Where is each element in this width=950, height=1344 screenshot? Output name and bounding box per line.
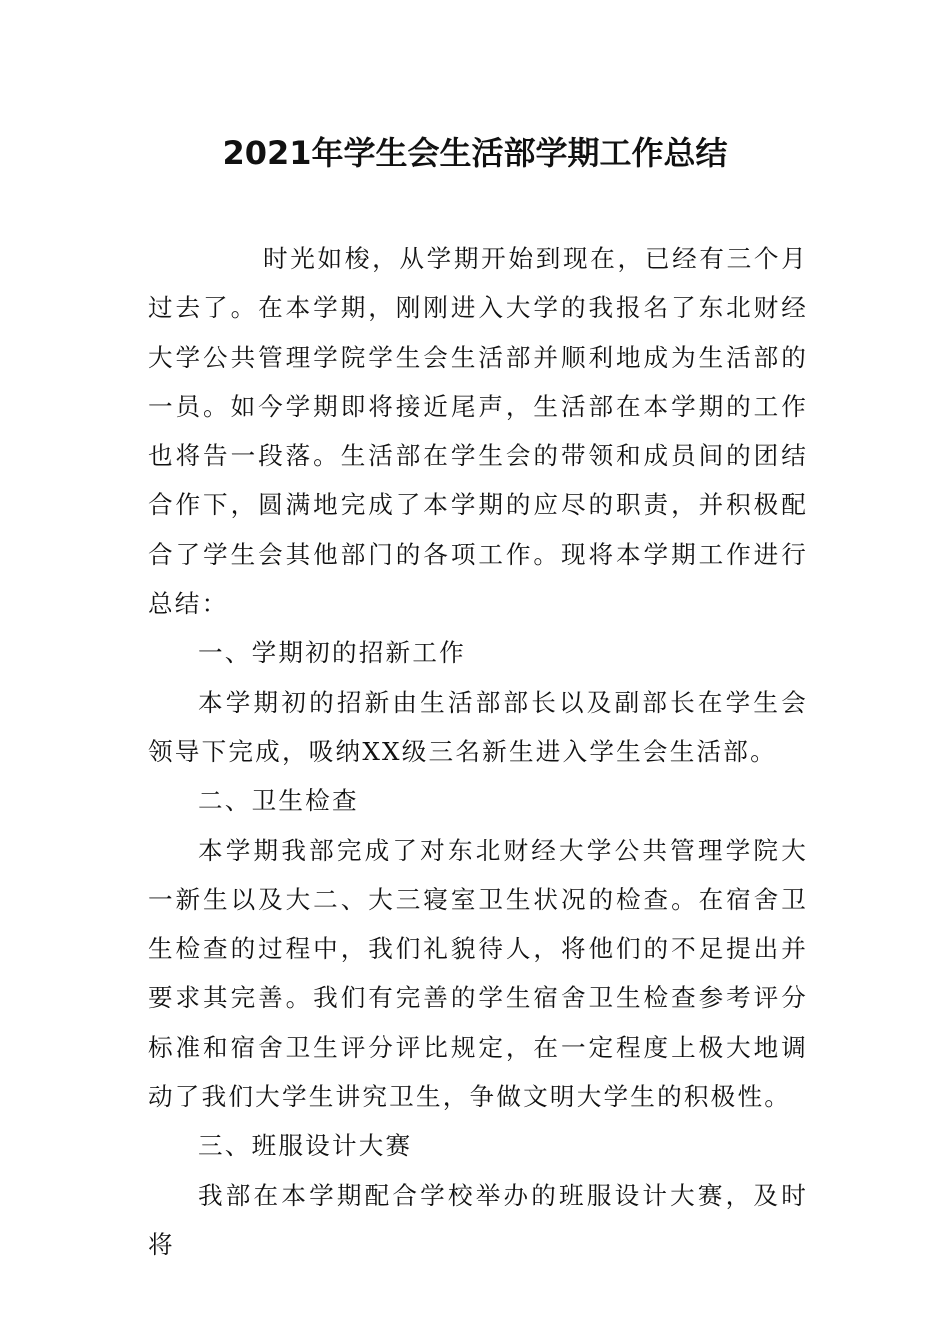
section-heading-hygiene: 二、卫生检查 <box>198 786 359 816</box>
recruitment-paragraph: 本学期初的招新由生活部部长以及副部长在学生会领导下完成，吸纳XX级三名新生进入学生会生活部。 <box>148 687 808 766</box>
uniform-contest-paragraph: 我部在本学期配合学校举办的班服设计大赛，及时将 <box>148 1180 808 1259</box>
section-heading-uniform-contest: 三、班服设计大赛 <box>198 1131 413 1161</box>
hygiene-paragraph: 本学期我部完成了对东北财经大学公共管理学院大一新生以及大二、大三寝室卫生状况的检查。在宿舍卫生检查的过程中，我们礼貌待人，将他们的不足提出并要求其完善。我们有完善的学生宿舍卫生检查参考评分标准和宿舍卫生评分评比规定，在一定程度上极大地调动了我们大学生讲究卫生，争做文明大学生的积极性。 <box>148 835 808 1112</box>
document-body <box>148 234 808 1269</box>
intro-paragraph: 时光如梭，从学期开始到现在，已经有三个月过去了。在本学期，刚刚进入大学的我报名了东北财经大学公共管理学院学生会生活部并顺利地成为生活部的一员。如今学期即将接近尾声，生活部在本学期的工作也将告一段落。生活部在学生会的带领和成员间的团结合作下，圆满地完成了本学期的应尽的职责，并积极配合了学生会其他部门的各项工作。现将本学期工作进行总结： <box>148 244 808 619</box>
section-heading-recruitment: 一、学期初的招新工作 <box>198 638 466 668</box>
document-title: 2021年学生会生活部学期工作总结 <box>222 134 728 172</box>
